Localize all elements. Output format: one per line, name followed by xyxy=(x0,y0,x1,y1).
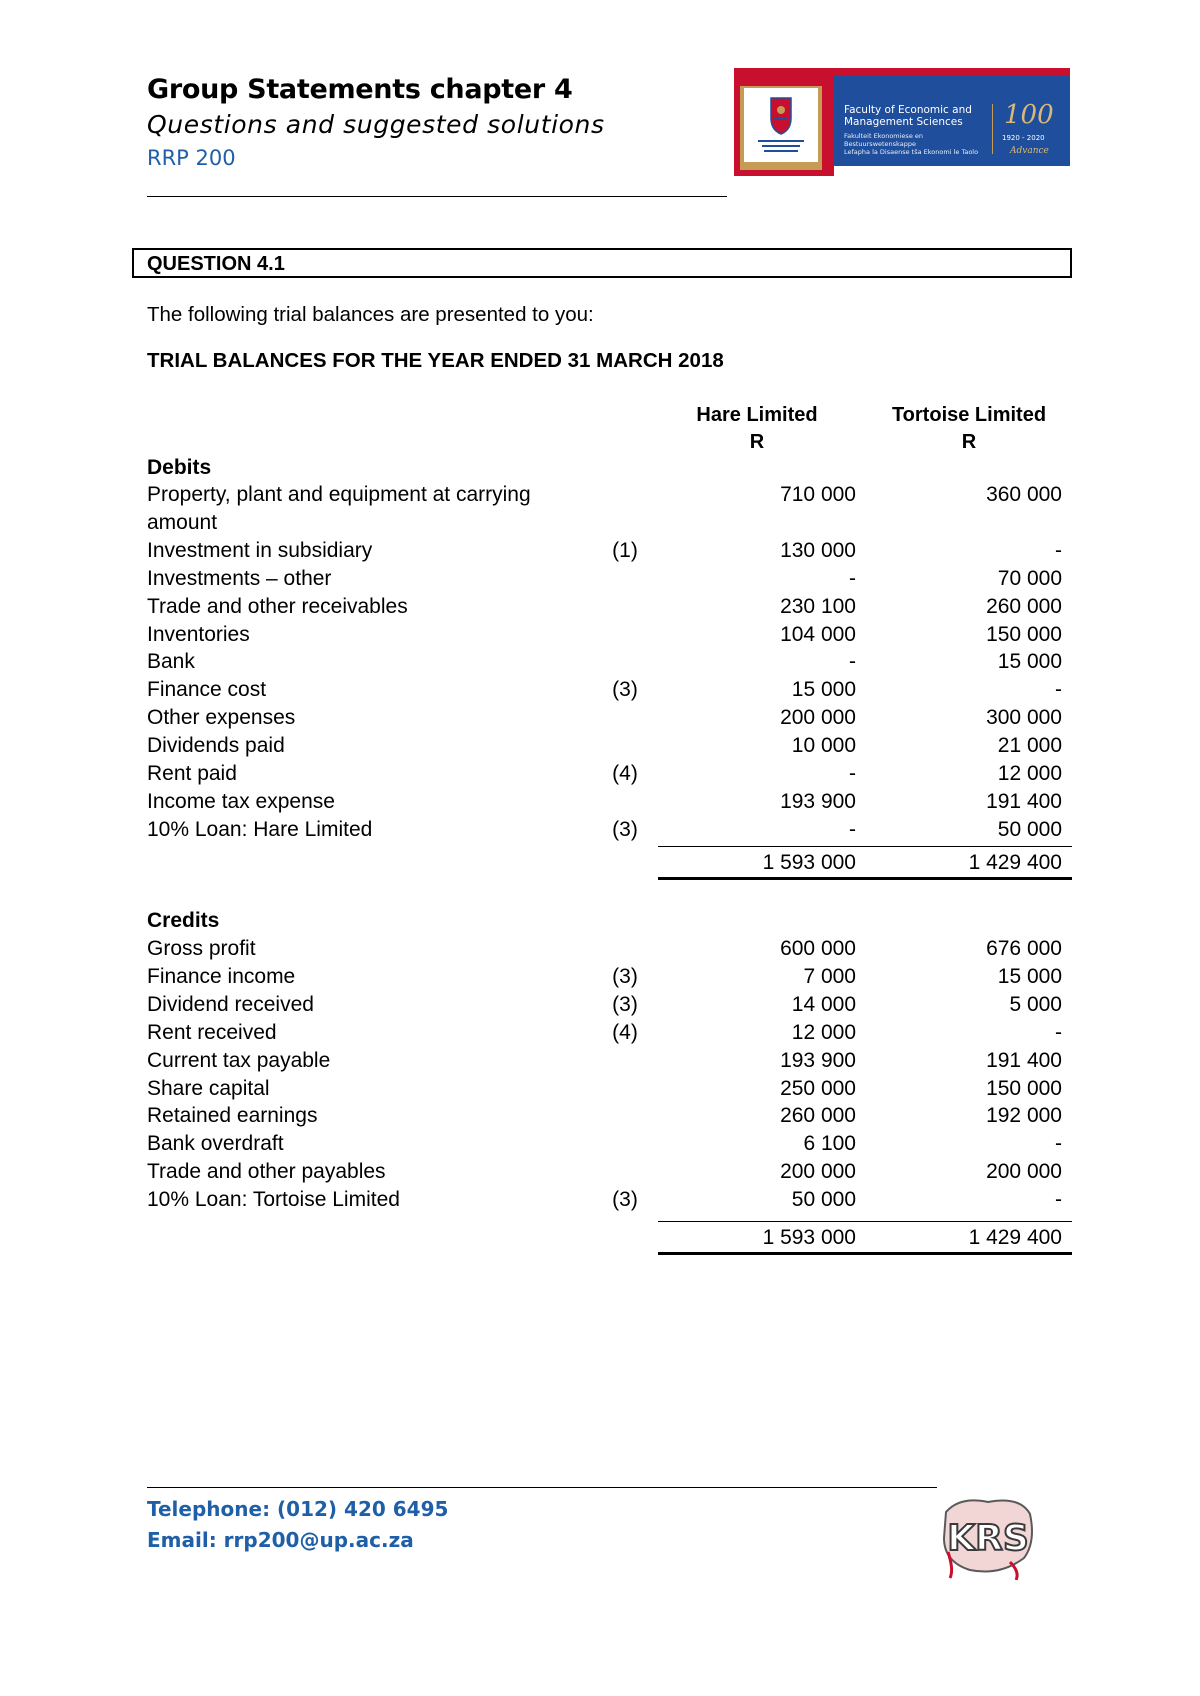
debit-row-hare-value: 230 100 xyxy=(780,594,856,618)
credit-row xyxy=(0,937,1200,965)
credit-row-tortoise-value: - xyxy=(1055,1132,1062,1156)
debit-row-note: (3) xyxy=(612,817,638,841)
column-tortoise-name: Tortoise Limited xyxy=(891,404,1047,426)
debit-row-label: Other expenses xyxy=(147,706,296,730)
course-code: RRP 200 xyxy=(147,146,236,170)
credit-row-tortoise-value: 191 400 xyxy=(986,1048,1062,1072)
debits-heading: Debits xyxy=(147,456,212,479)
credit-row-hare-value: 50 000 xyxy=(791,1188,856,1212)
credit-row xyxy=(0,993,1200,1021)
column-hare-currency: R xyxy=(749,431,765,453)
credit-row-hare-value: 7 000 xyxy=(803,964,856,988)
debit-row xyxy=(0,539,1200,567)
debit-row-label: amount xyxy=(147,510,218,534)
logo-blue-panel xyxy=(834,68,1070,166)
column-header-hare xyxy=(658,402,856,456)
credit-row-label: Retained earnings xyxy=(147,1104,318,1128)
credits-subtotal-rule xyxy=(658,1221,1072,1222)
debits-total-row xyxy=(0,849,1200,877)
faculty-logo xyxy=(734,68,1070,176)
credit-row-tortoise-value: 150 000 xyxy=(986,1076,1062,1100)
debits-subtotal-rule xyxy=(658,846,1072,847)
credit-row-hare-value: 14 000 xyxy=(791,992,856,1016)
krs-logo-text: KRS xyxy=(947,1518,1029,1559)
university-crest xyxy=(744,88,818,162)
credit-row-label: Finance income xyxy=(147,964,296,988)
debit-row-label: Investment in subsidiary xyxy=(147,538,373,562)
credit-row-note: (4) xyxy=(612,1020,638,1044)
credit-row-tortoise-value: 15 000 xyxy=(997,964,1062,988)
krs-logo-icon xyxy=(940,1492,1036,1580)
debit-row-hare-value: 193 900 xyxy=(780,789,856,813)
debit-row-hare-value: - xyxy=(849,566,856,590)
debit-row-hare-value: 130 000 xyxy=(780,538,856,562)
credit-row-tortoise-value: 192 000 xyxy=(986,1104,1062,1128)
debits-total-double-rule xyxy=(658,877,1072,880)
centenary-years: 1920 - 2020 xyxy=(1002,134,1045,142)
credit-row xyxy=(0,1132,1200,1160)
debit-row-tortoise-value: 12 000 xyxy=(997,762,1062,785)
credit-row xyxy=(0,1049,1200,1077)
debit-row-hare-value: - xyxy=(849,762,856,785)
debit-row xyxy=(0,706,1200,734)
question-heading: QUESTION 4.1 xyxy=(147,253,285,275)
credit-row-tortoise-value: - xyxy=(1055,1188,1062,1212)
credit-row xyxy=(0,1160,1200,1188)
credit-row-note: (3) xyxy=(612,964,638,988)
centenary-mark: 100 xyxy=(1004,100,1054,130)
debit-row-label: Property, plant and equipment at carrying xyxy=(147,483,531,506)
question-heading-box xyxy=(132,248,1072,278)
debit-row xyxy=(0,511,1200,539)
document-title: Group Statements chapter 4 xyxy=(147,74,573,105)
credit-row-note: (3) xyxy=(612,1188,638,1212)
credit-row-hare-value: 260 000 xyxy=(780,1104,856,1128)
debit-row xyxy=(0,595,1200,623)
credit-row xyxy=(0,1188,1200,1216)
credit-row xyxy=(0,965,1200,993)
debit-row xyxy=(0,762,1200,790)
debit-row xyxy=(0,818,1200,846)
credit-row-label: Current tax payable xyxy=(147,1048,331,1072)
column-header-tortoise xyxy=(866,402,1072,456)
debit-row-label: Investments – other xyxy=(147,566,332,590)
credits-total-tortoise: 1 429 400 xyxy=(968,1226,1062,1249)
debit-row xyxy=(0,734,1200,762)
debit-row-note: (1) xyxy=(612,538,638,562)
credit-row-tortoise-value: 676 000 xyxy=(986,937,1062,960)
krs-graffiti-logo xyxy=(940,1492,1036,1580)
debit-row-label: 10% Loan: Hare Limited xyxy=(147,817,373,841)
credit-row-hare-value: 193 900 xyxy=(780,1048,856,1072)
credit-row-hare-value: 600 000 xyxy=(780,937,856,960)
debit-row-hare-value: 10 000 xyxy=(791,734,856,758)
debit-row-label: Finance cost xyxy=(147,678,267,702)
debits-total-tortoise: 1 429 400 xyxy=(968,851,1062,874)
debit-row-hare-value: 104 000 xyxy=(780,622,856,646)
debit-row-tortoise-value: 260 000 xyxy=(986,594,1062,618)
credit-row-hare-value: 250 000 xyxy=(780,1076,856,1100)
debit-row xyxy=(0,567,1200,595)
credits-total-hare: 1 593 000 xyxy=(762,1226,856,1249)
credit-row xyxy=(0,1104,1200,1132)
debit-row xyxy=(0,678,1200,706)
debit-row-hare-value: - xyxy=(849,650,856,674)
trial-balance-title: TRIAL BALANCES FOR THE YEAR ENDED 31 MARCH 2018 xyxy=(147,349,724,372)
debit-row xyxy=(0,790,1200,818)
credit-row-hare-value: 200 000 xyxy=(780,1160,856,1184)
logo-tagline: Advance xyxy=(1010,146,1049,156)
debit-row-tortoise-value: 150 000 xyxy=(986,622,1062,646)
footer-divider xyxy=(147,1487,937,1488)
debit-row-label: Trade and other receivables xyxy=(147,594,408,618)
header-divider xyxy=(147,196,727,197)
credit-row-note: (3) xyxy=(612,992,638,1016)
credit-row-tortoise-value: 5 000 xyxy=(1009,992,1062,1016)
credits-total-row xyxy=(0,1224,1200,1252)
column-hare-name: Hare Limited xyxy=(696,404,818,426)
debit-row-note: (3) xyxy=(612,678,638,702)
debit-row-hare-value: 710 000 xyxy=(780,483,856,506)
debit-row-label: Inventories xyxy=(147,622,250,646)
debit-row-label: Bank xyxy=(147,650,195,674)
credit-row-tortoise-value: 200 000 xyxy=(986,1160,1062,1184)
logo-separator xyxy=(992,104,993,154)
debit-row xyxy=(0,483,1200,511)
debit-row-note: (4) xyxy=(612,762,638,785)
credit-row-label: 10% Loan: Tortoise Limited xyxy=(147,1188,400,1212)
debit-row-tortoise-value: 15 000 xyxy=(997,650,1062,674)
credit-row-tortoise-value: - xyxy=(1055,1020,1062,1044)
credit-row-label: Dividend received xyxy=(147,992,314,1016)
credit-row-label: Bank overdraft xyxy=(147,1132,284,1156)
debit-row-label: Rent paid xyxy=(147,762,237,785)
credits-heading: Credits xyxy=(147,909,220,932)
credits-total-double-rule xyxy=(658,1252,1072,1255)
debit-row-tortoise-value: 70 000 xyxy=(997,566,1062,590)
debit-row-hare-value: 200 000 xyxy=(780,706,856,730)
debit-row xyxy=(0,623,1200,651)
debit-row-tortoise-value: 360 000 xyxy=(986,483,1062,506)
credit-row-hare-value: 6 100 xyxy=(803,1132,856,1156)
question-intro: The following trial balances are presented to you: xyxy=(147,303,594,326)
document-subtitle: Questions and suggested solutions xyxy=(147,110,605,139)
footer-telephone: Telephone: (012) 420 6495 xyxy=(147,1497,449,1521)
debit-row-tortoise-value: 50 000 xyxy=(997,817,1062,841)
credit-row xyxy=(0,1077,1200,1105)
logo-faculty-name-af: Fakulteit Ekonomiese en Bestuurswetenskappe Lefapha la Disaense tša Ekonomi le Taolo xyxy=(844,132,979,156)
credit-row-label: Gross profit xyxy=(147,937,256,960)
column-tortoise-currency: R xyxy=(961,431,977,453)
debit-row-tortoise-value: 191 400 xyxy=(986,789,1062,813)
credit-row-label: Trade and other payables xyxy=(147,1160,386,1184)
debits-total-hare: 1 593 000 xyxy=(762,851,856,874)
crest-icon xyxy=(744,88,818,162)
debit-row-hare-value: - xyxy=(849,817,856,841)
debit-row-tortoise-value: - xyxy=(1055,538,1062,562)
footer-email[interactable]: Email: rrp200@up.ac.za xyxy=(147,1528,414,1552)
debit-row-tortoise-value: 21 000 xyxy=(997,734,1062,758)
credit-row-label: Share capital xyxy=(147,1076,270,1100)
debit-row xyxy=(0,650,1200,678)
credit-row-hare-value: 12 000 xyxy=(791,1020,856,1044)
credit-row xyxy=(0,1021,1200,1049)
debit-row-label: Dividends paid xyxy=(147,734,285,758)
debit-row-tortoise-value: - xyxy=(1055,678,1062,702)
debit-row-hare-value: 15 000 xyxy=(791,678,856,702)
debit-row-label: Income tax expense xyxy=(147,789,335,813)
logo-faculty-name: Faculty of Economic and Management Sciences xyxy=(844,104,972,128)
debit-row-tortoise-value: 300 000 xyxy=(986,706,1062,730)
credit-row-label: Rent received xyxy=(147,1020,277,1044)
